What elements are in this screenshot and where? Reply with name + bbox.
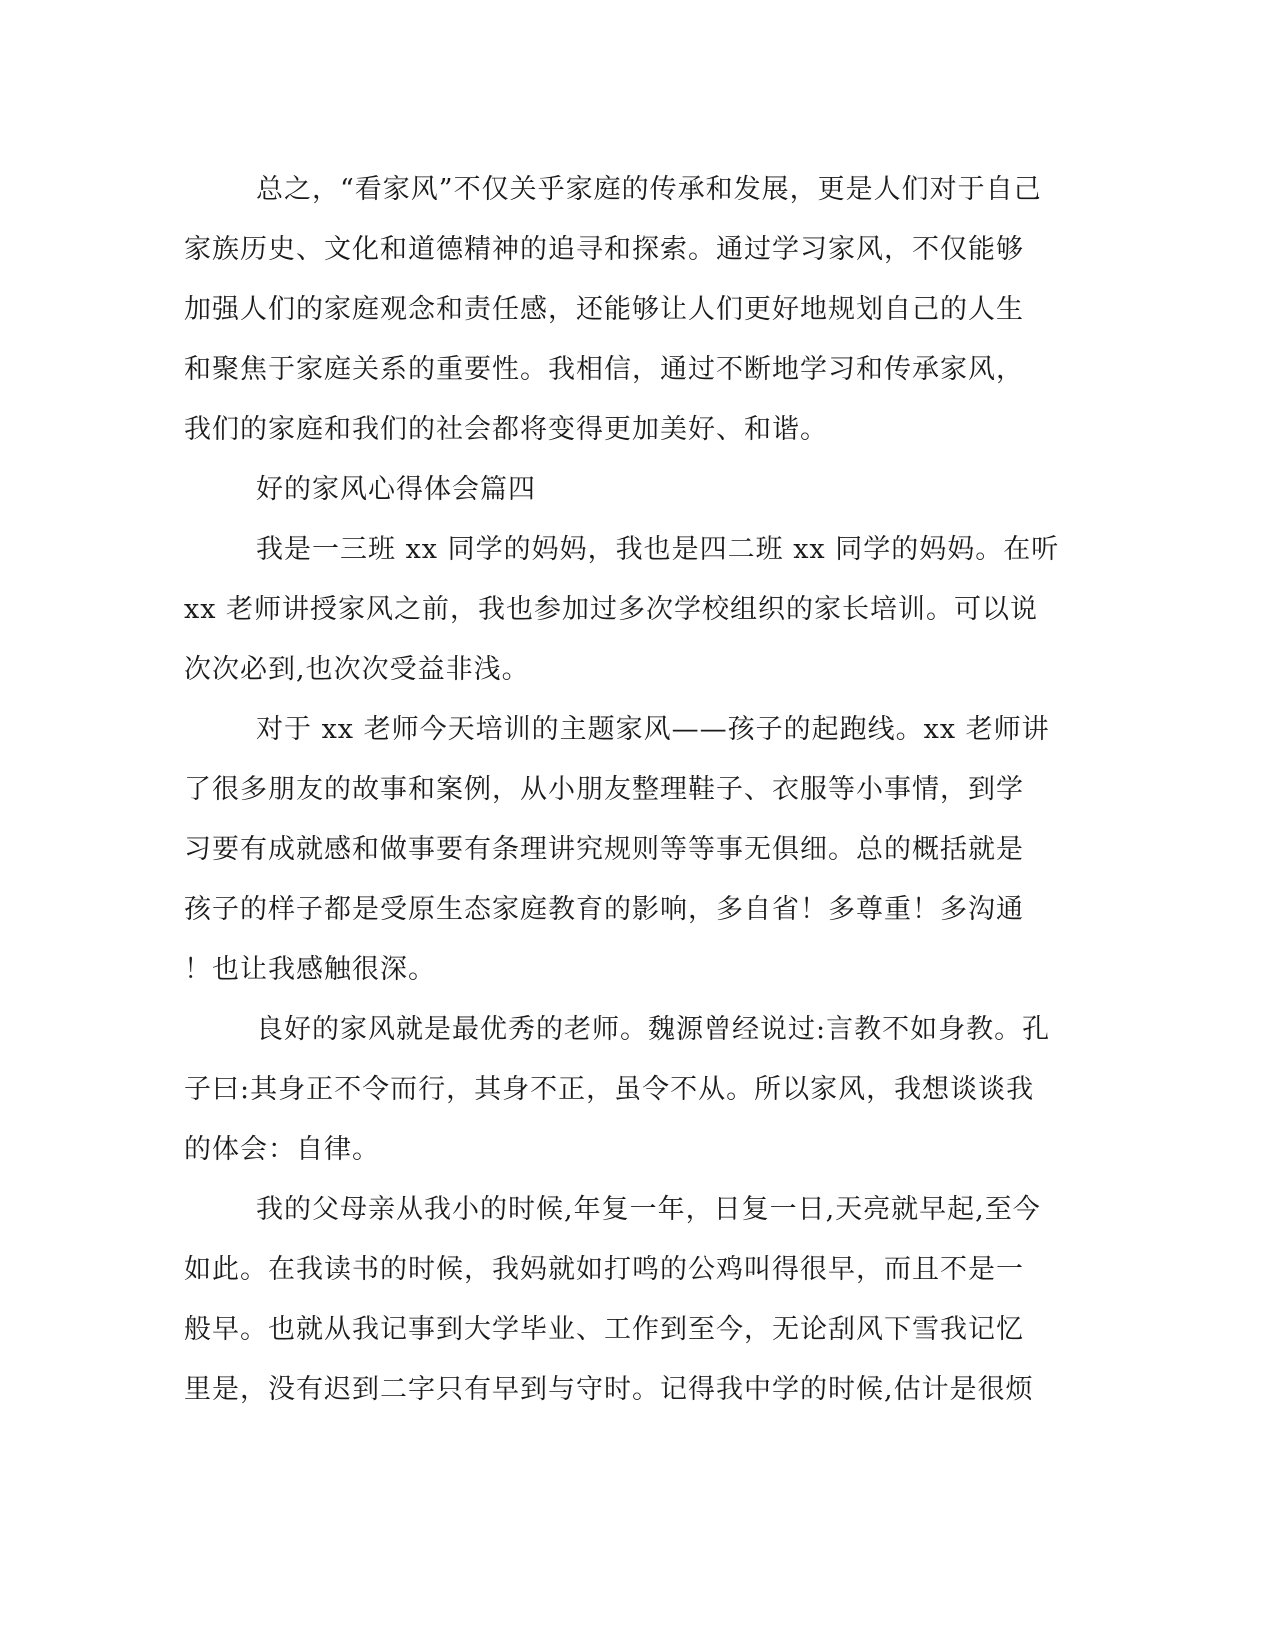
text-line: 和聚焦于家庭关系的重要性。我相信，通过不断地学习和传承家风， <box>184 354 1024 385</box>
text-line: 次次必到,也次次受益非浅。 <box>184 654 530 685</box>
text-line: 对于 xx 老师今天培训的主题家风——孩子的起跑线。xx 老师讲 <box>256 714 1050 745</box>
text-line: 了很多朋友的故事和案例，从小朋友整理鞋子、衣服等小事情，到学 <box>184 774 1024 805</box>
text-line: 我的父母亲从我小的时候,年复一年，日复一日,天亮就早起,至今 <box>256 1194 1041 1225</box>
text-line: 家族历史、文化和道德精神的追寻和探索。通过学习家风，不仅能够 <box>184 234 1024 265</box>
text-line: xx 老师讲授家风之前，我也参加过多次学校组织的家长培训。可以说 <box>184 594 1039 625</box>
text-line: 孩子的样子都是受原生态家庭教育的影响，多自省！多尊重！多沟通 <box>184 894 1024 925</box>
text-line: ！也让我感触很深。 <box>184 954 436 985</box>
text-line: 子曰:其身正不令而行，其身不正，虽令不从。所以家风，我想谈谈我 <box>184 1074 1035 1105</box>
text-line: 里是，没有迟到二字只有早到与守时。记得我中学的时候,估计是很烦 <box>184 1374 1034 1405</box>
text-line: 我是一三班 xx 同学的妈妈，我也是四二班 xx 同学的妈妈。在听 <box>256 534 1060 565</box>
text-line: 般早。也就从我记事到大学毕业、工作到至今，无论刮风下雪我记忆 <box>184 1314 1024 1345</box>
section-heading: 好的家风心得体会篇四 <box>256 474 536 505</box>
text-line: 的体会：自律。 <box>184 1134 380 1165</box>
document-body <box>184 160 1064 1420</box>
text-line: 加强人们的家庭观念和责任感，还能够让人们更好地规划自己的人生 <box>184 294 1024 325</box>
text-line: 如此。在我读书的时候，我妈就如打鸣的公鸡叫得很早，而且不是一 <box>184 1254 1024 1285</box>
text-line: 良好的家风就是最优秀的老师。魏源曾经说过:言教不如身教。孔 <box>256 1014 1051 1045</box>
text-line: 总之，“看家风”不仅关乎家庭的传承和发展，更是人们对于自己 <box>256 174 1042 205</box>
text-line: 习要有成就感和做事要有条理讲究规则等等事无俱细。总的概括就是 <box>184 834 1024 865</box>
text-line: 我们的家庭和我们的社会都将变得更加美好、和谐。 <box>184 414 828 445</box>
